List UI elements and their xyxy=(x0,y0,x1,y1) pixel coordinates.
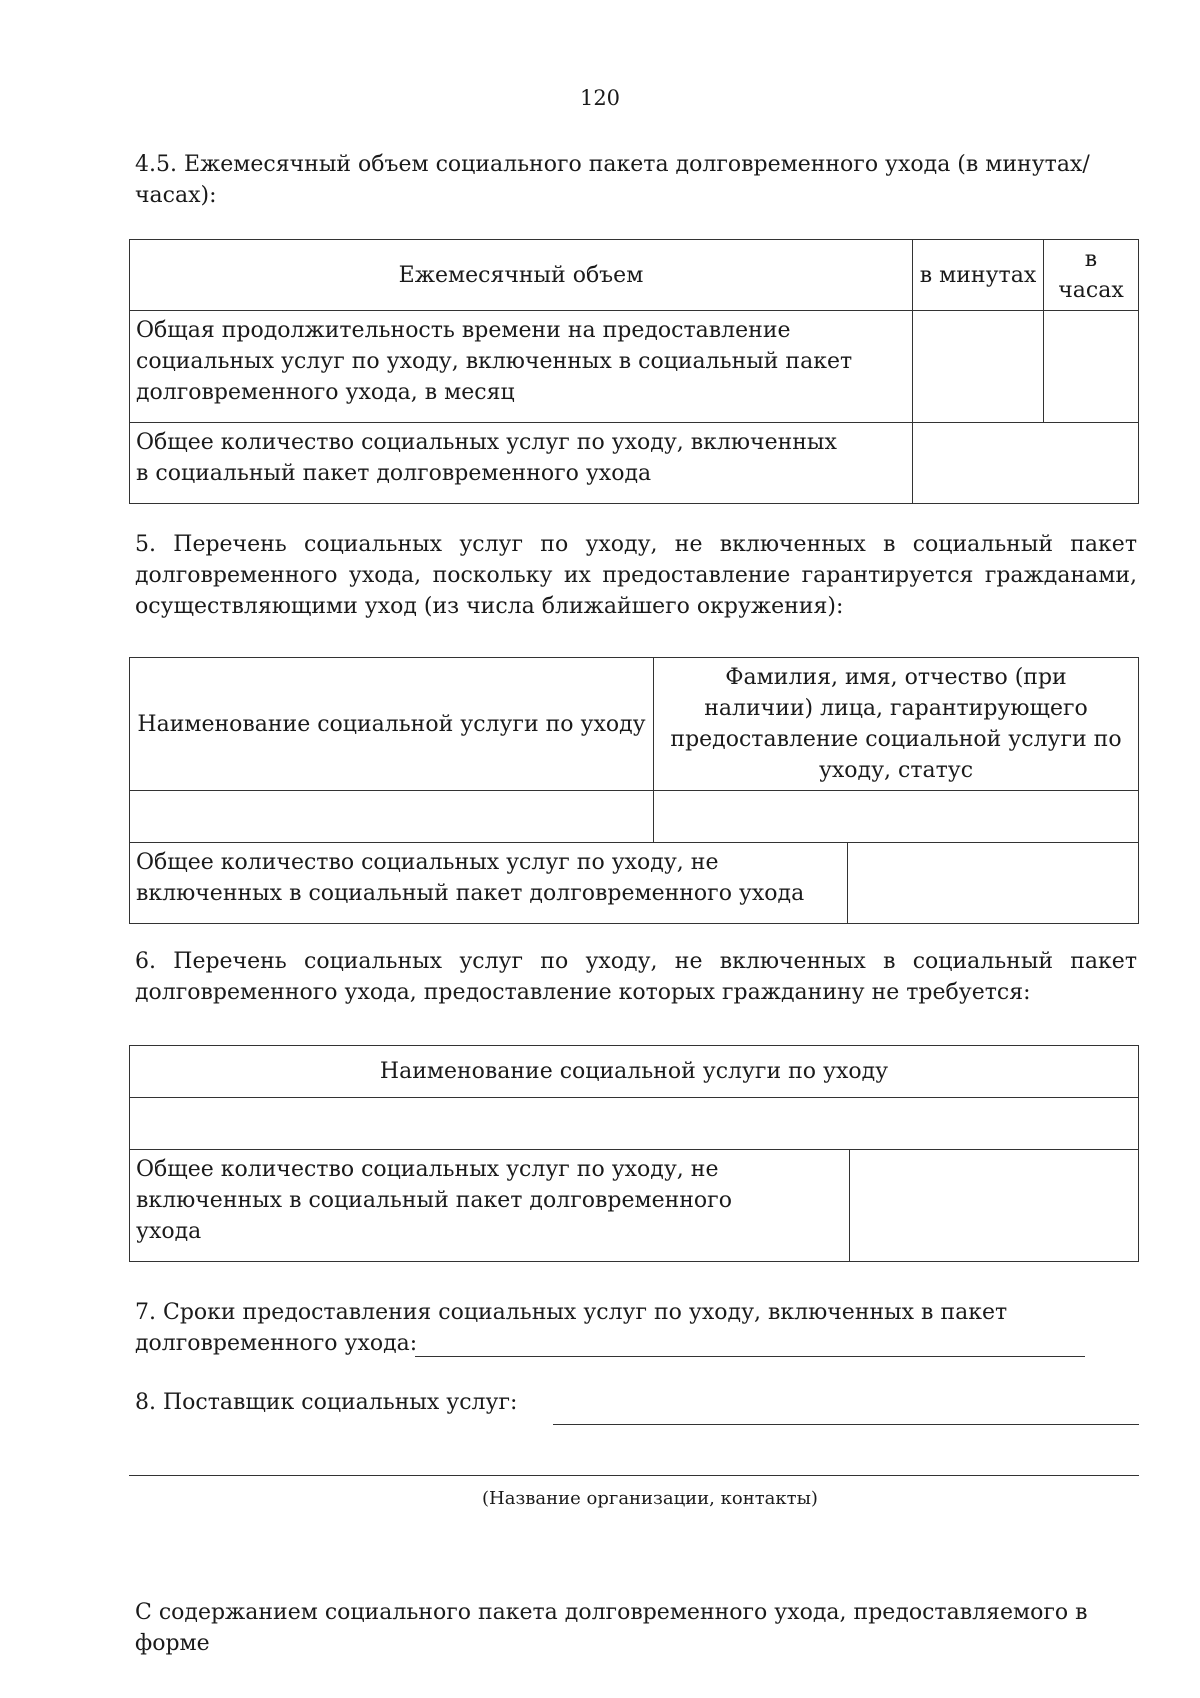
closing-text: С содержанием социального пакета долговременного ухода, предоставляемого в форме xyxy=(135,1600,1088,1656)
section-5-heading-line3: осуществляющими уход (из числа ближайшего окружения): xyxy=(135,594,844,619)
section-5-heading-line1: 5. Перечень социальных услуг по уходу, не включенных в социальный пакет xyxy=(135,532,1137,557)
section-6-heading-line2: долговременного ухода, предоставление которых гражданину не требуется: xyxy=(135,980,1031,1005)
total-not-required-cell[interactable] xyxy=(850,1150,1139,1262)
row-total-count-label: Общее количество социальных услуг по уходу, включенных в социальный пакет долговременного ухода xyxy=(130,423,913,504)
not-required-service-cell[interactable] xyxy=(130,1098,1139,1150)
section-6-heading-line1: 6. Перечень социальных услуг по уходу, не включенных в социальный пакет xyxy=(135,949,1137,974)
header-minutes: в минутах xyxy=(913,240,1044,311)
total-not-included-cell[interactable] xyxy=(848,843,1139,924)
row-total-duration-label: Общая продолжительность времени на предоставление социальных услуг по уходу, включенных в социальный пакет долговременного ухода, в месяц xyxy=(130,311,913,423)
header-caregiver-name: Фамилия, имя, отчество (при наличии) лица, гарантирующего предоставление социальной услуги по уходу, статус xyxy=(654,658,1139,791)
page-number: 120 xyxy=(579,86,621,110)
section-7-line2: долговременного ухода: xyxy=(135,1331,418,1356)
row-total-not-included-label: Общее количество социальных услуг по уходу, не включенных в социальный пакет долговременного ухода xyxy=(130,843,848,924)
not-required-services-table xyxy=(129,1045,1139,1262)
total-duration-minutes-cell[interactable] xyxy=(913,311,1044,423)
monthly-volume-table xyxy=(129,239,1139,504)
header-monthly-volume: Ежемесячный объем xyxy=(130,240,913,311)
header-service-name: Наименование социальной услуги по уходу xyxy=(130,658,654,791)
service-name-cell[interactable] xyxy=(130,791,654,843)
section-7-line1: 7. Сроки предоставления социальных услуг по уходу, включенных в пакет xyxy=(135,1300,1008,1325)
total-duration-hours-cell[interactable] xyxy=(1044,311,1139,423)
section-8-label: 8. Поставщик социальных услуг: xyxy=(135,1390,518,1415)
provider-input-line[interactable] xyxy=(553,1424,1139,1425)
provider-details-line[interactable] xyxy=(129,1475,1139,1476)
caregiver-name-cell[interactable] xyxy=(654,791,1139,843)
terms-input-line[interactable] xyxy=(415,1356,1085,1357)
total-count-cell[interactable] xyxy=(913,423,1139,504)
provider-caption: (Название организации, контакты) xyxy=(482,1488,818,1509)
header-hours: в часах xyxy=(1044,240,1139,311)
section-4-5-heading: 4.5. Ежемесячный объем социального пакета долговременного ухода (в минутах/часах): xyxy=(135,152,1090,208)
section-5-heading-line2: долговременного ухода, поскольку их предоставление гарантируется гражданами, xyxy=(135,563,1137,588)
row-total-not-required-label: Общее количество социальных услуг по уходу, не включенных в социальный пакет долговременного ухода xyxy=(130,1150,850,1262)
header-service-name-2: Наименование социальной услуги по уходу xyxy=(130,1046,1139,1098)
caregiver-services-table xyxy=(129,657,1139,924)
